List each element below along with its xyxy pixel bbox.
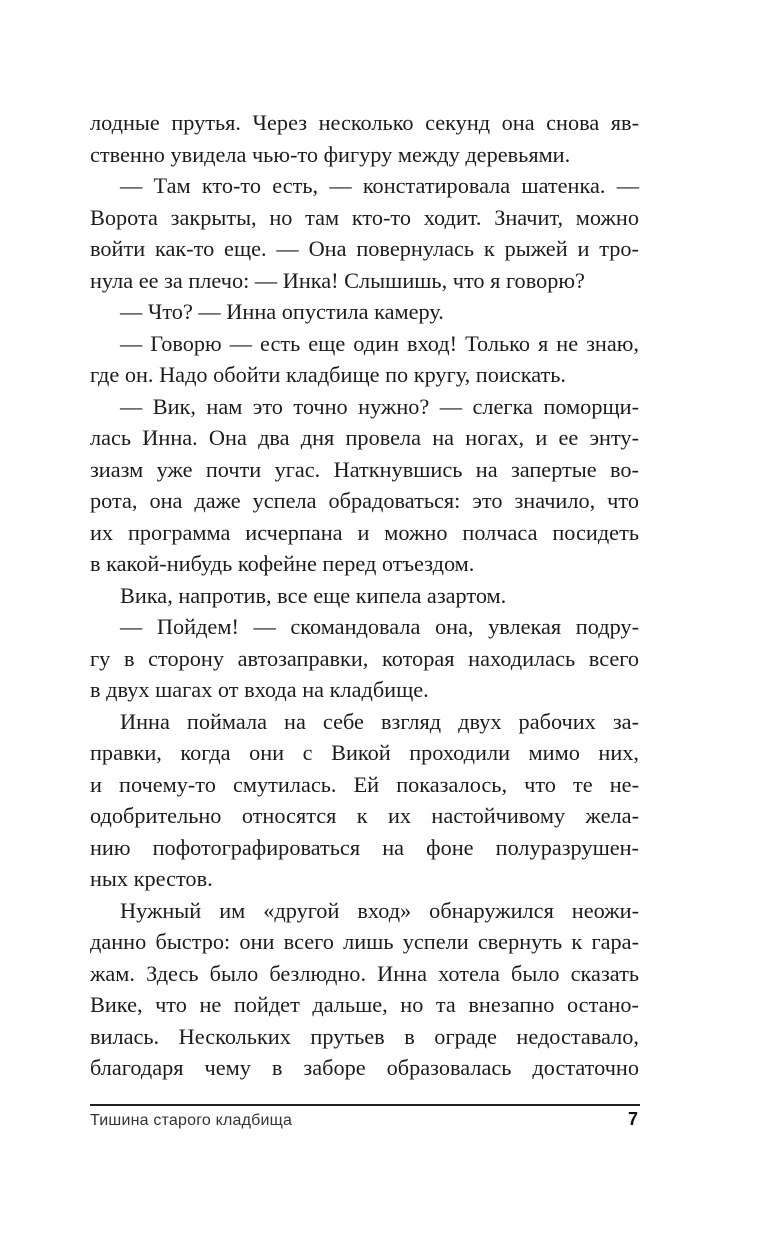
text-line: — Говорю — есть еще один вход! Только я не знаю, [120, 330, 639, 356]
text-line: в какой-нибудь кофейне перед отъездом. [90, 551, 475, 576]
footer-divider [90, 1104, 640, 1106]
text-line: и почему-то смутилась. Ей показалось, что те не- [90, 771, 639, 797]
text-line: данно быстро: они всего лишь успели свернуть к гара- [90, 929, 639, 954]
text-line: благодаря чему в заборе образовалась достаточно [90, 1055, 639, 1080]
text-line: нула ее за плечо: — Инка! Слышишь, что я говорю? [90, 267, 585, 293]
text-line: нию пофотографироваться на фоне полуразрушен- [90, 834, 639, 860]
text-line: лась Инна. Она два дня провела на ногах, и ее энту- [90, 425, 639, 450]
text-line: войти как-то еще. — Она повернулась к рыжей и тро- [90, 236, 639, 261]
text-line: одобрительно относятся к их настойчивому жела- [90, 803, 639, 828]
text-line: рота, она даже успела обрадоваться: это значило, что [90, 488, 639, 513]
page-body-text [90, 107, 639, 1084]
text-line: Вика, напротив, все еще кипела азартом. [120, 582, 507, 608]
text-line: жам. Здесь было безлюдно. Инна хотела было сказать [90, 960, 639, 986]
text-line: вилась. Нескольких прутьев в ограде недоставало, [90, 1023, 639, 1049]
text-line: гу в сторону автозаправки, которая находилась всего [90, 645, 639, 671]
text-line: ных крестов. [90, 866, 213, 891]
text-line: Нужный им «другой вход» обнаружился неожи- [120, 897, 639, 923]
text-line: зиазм уже почти угас. Наткнувшись на запертые во- [90, 456, 639, 482]
text-line: где он. Надо обойти кладбище по кругу, поискать. [90, 362, 566, 387]
text-line: Инна поймала на себе взгляд двух рабочих за- [120, 708, 639, 734]
text-line: правки, когда они с Викой проходили мимо них, [90, 740, 639, 765]
text-line: Вике, что не пойдет дальше, но та внезапно остано- [90, 992, 639, 1017]
text-line: — Что? — Инна опустила камеру. [120, 299, 444, 324]
running-footer-title: Тишина старого кладбища [90, 1112, 293, 1129]
text-line: лодные прутья. Через несколько секунд она снова яв- [90, 110, 639, 135]
text-line: в двух шагах от входа на кладбище. [90, 677, 429, 702]
text-line: — Вик, нам это точно нужно? — слегка поморщи- [120, 393, 639, 419]
text-line: их программа исчерпана и можно полчаса посидеть [90, 519, 639, 545]
text-line: Ворота закрыты, но там кто-то ходит. Значит, можно [90, 204, 639, 230]
text-line: ственно увидела чью-то фигуру между деревьями. [90, 141, 571, 167]
page-number: 7 [627, 1109, 638, 1129]
text-line: — Пойдем! — скомандовала она, увлекая подру- [120, 614, 639, 639]
text-line: — Там кто-то есть, — констатировала шатенка. — [120, 173, 639, 198]
